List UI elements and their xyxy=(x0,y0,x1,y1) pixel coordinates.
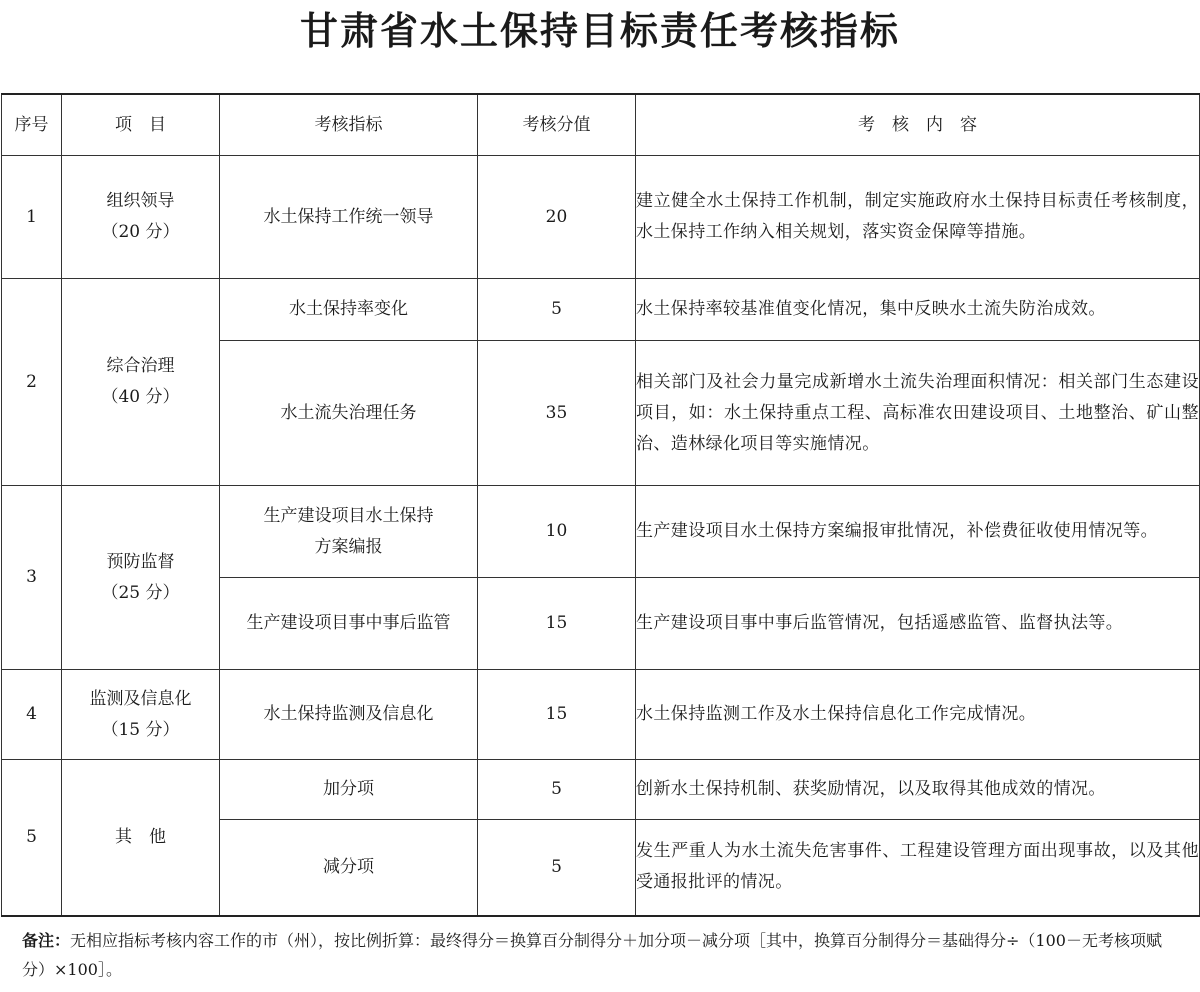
row-score: 15 xyxy=(478,578,636,670)
row-indicator: 减分项 xyxy=(220,820,478,916)
footnote xyxy=(22,926,1182,984)
footnote-label: 备注： xyxy=(22,931,71,950)
item-points: （40 分） xyxy=(101,387,180,407)
row-score: 15 xyxy=(478,670,636,760)
item-name: 监测及信息化 xyxy=(89,688,192,709)
item-name: 组织领导 xyxy=(106,191,175,211)
indicator-line: 方案编报 xyxy=(314,536,383,557)
row-indicator: 加分项 xyxy=(220,760,478,820)
row-indicator: 水土保持监测及信息化 xyxy=(220,670,478,760)
row-score: 5 xyxy=(478,760,636,820)
row-item xyxy=(62,156,220,279)
row-indicator: 水土流失治理任务 xyxy=(220,341,478,486)
footnote-text: 无相应指标考核内容工作的市（州），按比例折算：最终得分＝换算百分制得分＋加分项－减分项［其中，换算百分制得分＝基础得分÷（100－无考核项赋分）×100］。 xyxy=(22,931,1162,979)
table-row xyxy=(2,760,1200,820)
row-score: 5 xyxy=(478,820,636,916)
table-header-row xyxy=(2,94,1200,156)
table-row xyxy=(2,670,1200,760)
row-content: 相关部门及社会力量完成新增水土流失治理面积情况：相关部门生态建设项目，如：水土保持重点工程、高标准农田建设项目、土地整治、矿山整治、造林绿化项目等实施情况。 xyxy=(636,341,1200,486)
row-seq: 3 xyxy=(2,486,62,670)
row-score: 35 xyxy=(478,341,636,486)
row-indicator: 水土保持率变化 xyxy=(220,279,478,341)
row-indicator: 生产建设项目事中事后监管 xyxy=(220,578,478,670)
row-item xyxy=(62,486,220,670)
header-item: 项 目 xyxy=(62,94,220,156)
document-title: 甘肃省水土保持目标责任考核指标 xyxy=(299,9,900,53)
indicator-line: 生产建设项目水土保持 xyxy=(263,505,434,526)
row-content: 发生严重人为水土流失危害事件、工程建设管理方面出现事故，以及其他受通报批评的情况。 xyxy=(636,820,1200,916)
assessment-table xyxy=(1,93,1200,917)
header-score: 考核分值 xyxy=(478,94,636,156)
row-indicator xyxy=(220,486,478,578)
header-seq: 序号 xyxy=(2,94,62,156)
table-row xyxy=(2,156,1200,279)
row-item xyxy=(62,279,220,486)
item-name: 综合治理 xyxy=(106,356,175,376)
row-score: 20 xyxy=(478,156,636,279)
item-points: （25 分） xyxy=(101,582,180,603)
row-seq: 4 xyxy=(2,670,62,760)
table-row xyxy=(2,486,1200,578)
row-indicator: 水土保持工作统一领导 xyxy=(220,156,478,279)
row-content: 生产建设项目事中事后监管情况，包括遥感监管、监督执法等。 xyxy=(636,578,1200,670)
item-name: 其 他 xyxy=(115,826,166,847)
row-content: 生产建设项目水土保持方案编报审批情况，补偿费征收使用情况等。 xyxy=(636,486,1200,578)
header-indicator: 考核指标 xyxy=(220,94,478,156)
row-item xyxy=(62,760,220,916)
row-score: 10 xyxy=(478,486,636,578)
row-content: 建立健全水土保持工作机制，制定实施政府水土保持目标责任考核制度，水土保持工作纳入相关规划，落实资金保障等措施。 xyxy=(636,156,1200,279)
item-points: （20 分） xyxy=(101,222,180,242)
row-item xyxy=(62,670,220,760)
item-name: 预防监督 xyxy=(106,551,175,572)
item-points: （15 分） xyxy=(101,719,180,740)
row-score: 5 xyxy=(478,279,636,341)
row-seq: 1 xyxy=(2,156,62,279)
row-seq: 5 xyxy=(2,760,62,916)
header-content: 考 核 内 容 xyxy=(636,94,1200,156)
table-row xyxy=(2,279,1200,341)
row-content: 创新水土保持机制、获奖励情况，以及取得其他成效的情况。 xyxy=(636,760,1200,820)
row-content: 水土保持监测工作及水土保持信息化工作完成情况。 xyxy=(636,670,1200,760)
row-content: 水土保持率较基准值变化情况，集中反映水土流失防治成效。 xyxy=(636,279,1200,341)
row-seq: 2 xyxy=(2,279,62,486)
